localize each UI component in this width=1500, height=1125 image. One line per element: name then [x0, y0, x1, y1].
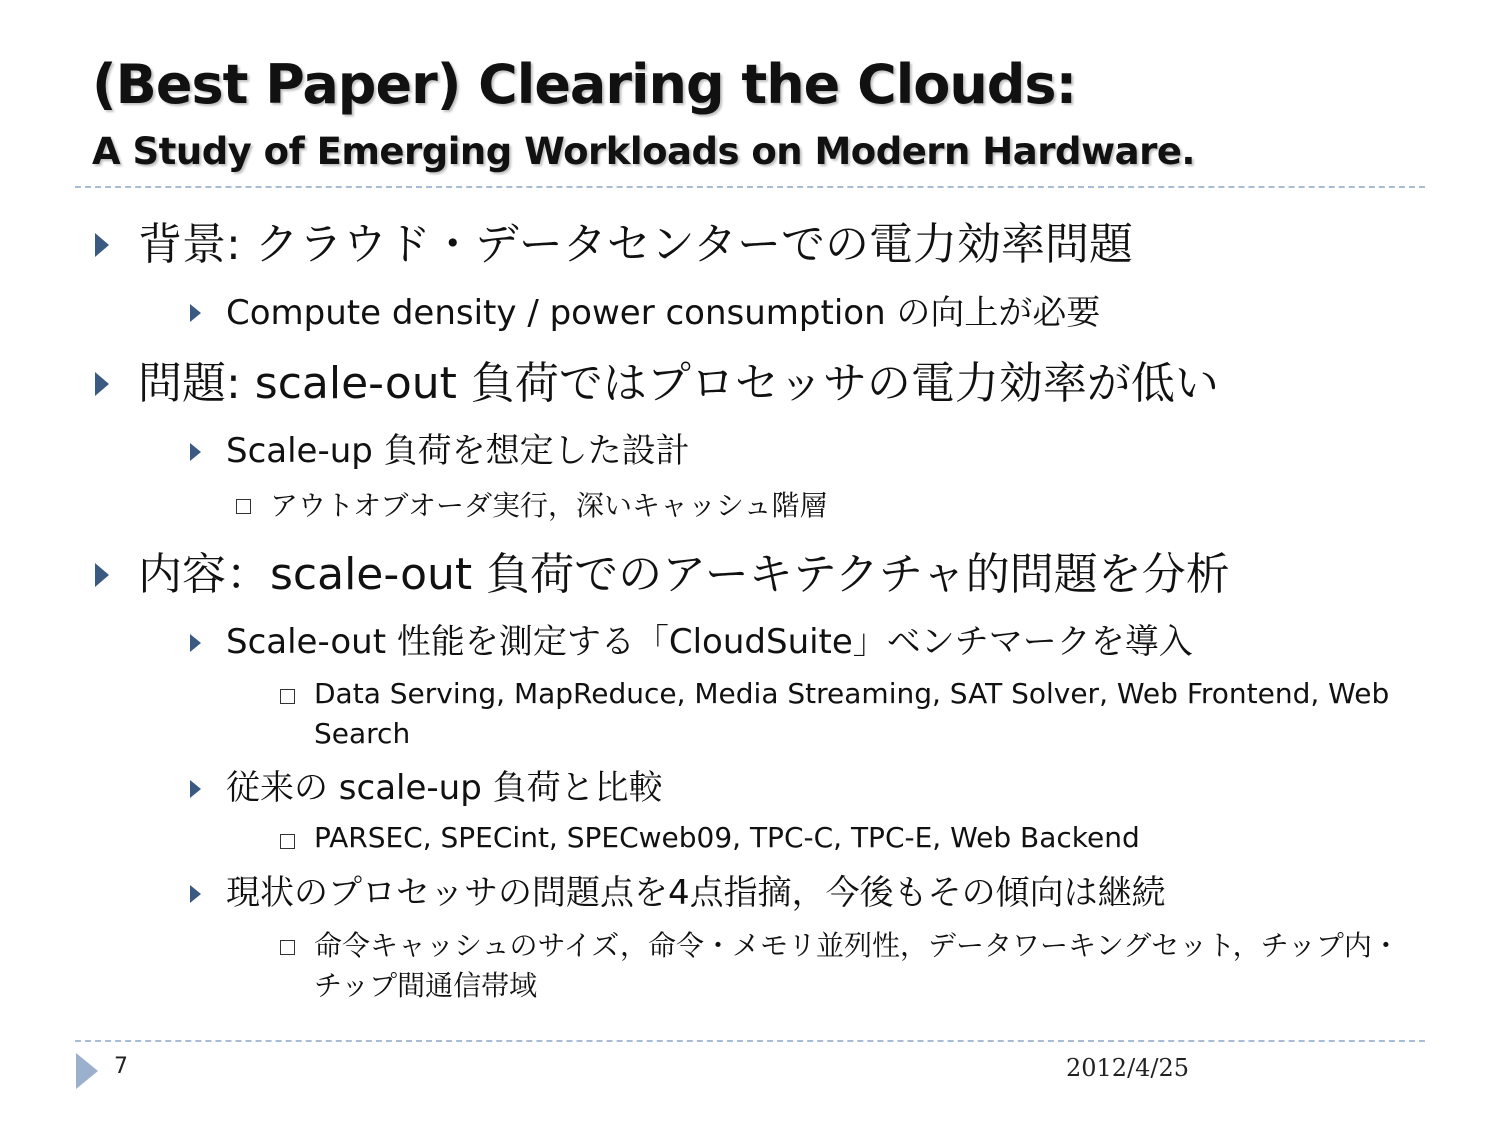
square-bullet-icon [236, 499, 251, 514]
bullet-level1-content: 内容：scale-out 負荷でのアーキテクチャ的問題を分析 [138, 549, 1230, 600]
bullet-arrow-icon [95, 563, 109, 587]
square-bullet-icon [280, 940, 295, 955]
square-bullet-icon [280, 834, 295, 849]
footer-divider [75, 1040, 1425, 1042]
bullet-level2: Scale-up 負荷を想定した設計 [226, 431, 690, 471]
bullet-arrow-icon [190, 443, 201, 461]
slide-subtitle: A Study of Emerging Workloads on Modern Hardware. [92, 130, 1195, 173]
bullet-arrow-icon [190, 780, 201, 798]
page-number: 7 [114, 1054, 128, 1079]
bullet-level2: Compute density / power consumption の向上が必要 [226, 293, 1101, 333]
slide-title: (Best Paper) Clearing the Clouds: [92, 53, 1077, 116]
slide-date: 2012/4/25 [1066, 1054, 1190, 1082]
bullet-level2: 現状のプロセッサの問題点を4点指摘，今後もその傾向は継続 [226, 873, 1166, 913]
bullet-level3: 命令キャッシュのサイズ，命令・メモリ並列性，データワーキングセット，チップ内・チップ間通信帯域 [314, 929, 1400, 1002]
bullet-level2: 従来の scale-up 負荷と比較 [226, 768, 663, 808]
bullet-arrow-icon [190, 634, 201, 652]
bullet-level1-background: 背景: クラウド・データセンターでの電力効率問題 [138, 219, 1134, 270]
title-divider [75, 186, 1425, 188]
bullet-level3: Data Serving, MapReduce, Media Streaming, SAT Solver, Web Frontend, Web Search [314, 677, 1390, 750]
bullet-arrow-icon [95, 372, 109, 396]
bullet-arrow-icon [190, 885, 201, 903]
bullet-level1-problem: 問題: scale-out 負荷ではプロセッサの電力効率が低い [138, 358, 1219, 409]
bullet-level3: アウトオブオーダ実行，深いキャッシュ階層 [270, 489, 828, 522]
bullet-arrow-icon [190, 304, 201, 322]
bullet-arrow-icon [95, 233, 109, 257]
footer-triangle-icon [76, 1053, 98, 1089]
bullet-level3: PARSEC, SPECint, SPECweb09, TPC-C, TPC-E, Web Backend [314, 821, 1140, 854]
bullet-level2: Scale-out 性能を測定する「CloudSuite」ベンチマークを導入 [226, 622, 1193, 662]
square-bullet-icon [280, 689, 295, 704]
